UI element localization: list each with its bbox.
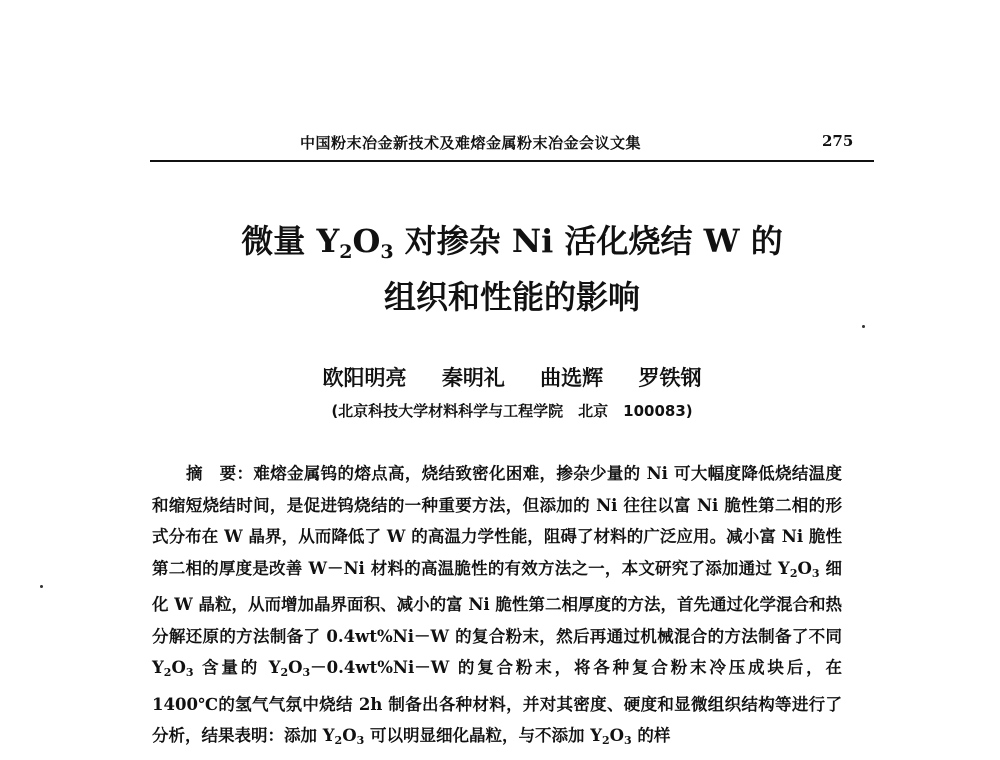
- affiliation: (北京科技大学材料科学与工程学院 北京 100083): [331, 402, 693, 420]
- author: 罗铁钢: [638, 365, 702, 390]
- author: 秦明礼: [441, 365, 505, 390]
- paper-title-line1: 微量 $Y_2O_3$ 对掺杂 Ni 活化烧结 W 的: [241, 222, 783, 263]
- author: 曲选辉: [540, 365, 604, 390]
- page-number: 275: [822, 132, 854, 150]
- scan-speck: [40, 585, 43, 588]
- scan-speck: [862, 325, 865, 328]
- abstract-label: 摘 要：: [186, 464, 254, 483]
- header-rule: [150, 160, 874, 162]
- author-list: [150, 362, 874, 392]
- abstract: 摘 要：难熔金属钨的熔点高，烧结致密化困难，掺杂少量的 Ni 可大幅度降低烧结温度和缩短烧结时间，是促进钨烧结的一种重要方法，但添加的 Ni 往往以富 Ni 脆性第二相的形式分布在 W 晶界，从而降低了 W 的高温力学性能，阻碍了材料的广泛应用。减小富 Ni 脆性第二相的厚度是改善 W－Ni 材料的高温脆性的有效方法之一，本文研究了添加通过 $Y_2O_3$ 细化 W 晶粒，从而增加晶界面积、减小的富 Ni 脆性第二相厚度的方法，首先通过化学混合和热分解还原的方法制备了 0.4wt%Ni－W 的复合粉末，然后再通过机械混合的方法制备了不同 $Y_2O_3$ 含量的 $Y_2O_3-0.4wt\%Ni-W$ 的复合粉末，将各种复合粉末冷压成块后，在 1400℃的氢气气氛中烧结 2h 制备出各种材料，并对其密度、硬度和显微组织结构等进行了分析，结果表明：添加 $Y_2O_3$ 可以明显细化晶粒，与不添加 $Y_2O_3$ 的样: [152, 464, 843, 747]
- author: 欧阳明亮: [322, 365, 407, 390]
- paper-title-line2: 组织和性能的影响: [383, 278, 640, 316]
- running-header: 中国粉末冶金新技术及难熔金属粉末冶金会议文集: [300, 134, 642, 152]
